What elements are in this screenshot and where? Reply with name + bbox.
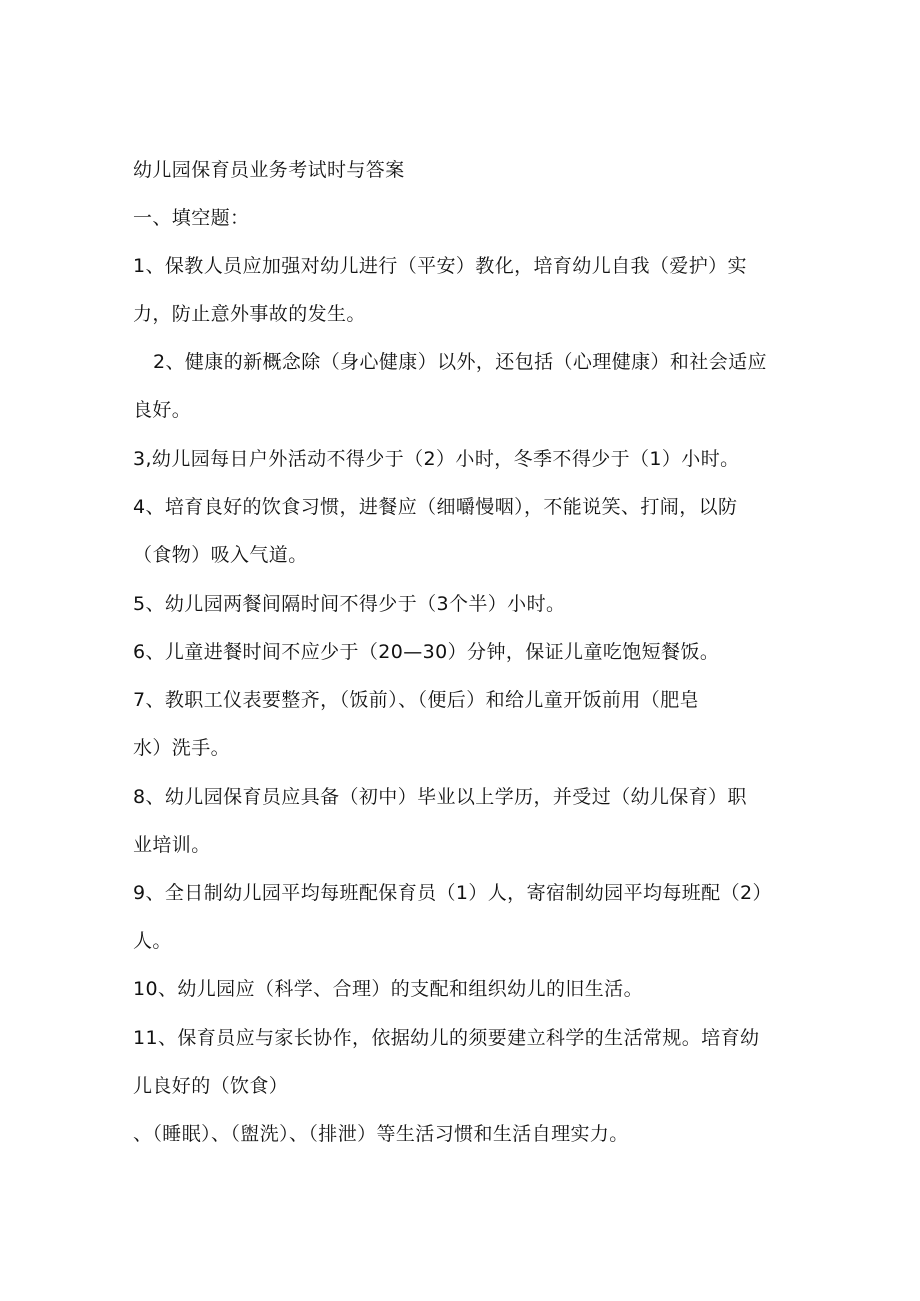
text-line: 儿良好的（饮食）: [133, 1075, 289, 1097]
text-line: 人。: [133, 930, 172, 952]
text-line: 1、保教人员应加强对幼儿进行（平安）教化，培育幼儿自我（爱护）实: [133, 255, 747, 277]
text-line: 8、幼儿园保育员应具备（初中）毕业以上学历，并受过（幼儿保育）职: [133, 786, 747, 808]
text-line: 11、保育员应与家长协作，依据幼儿的须要建立科学的生活常规。培育幼: [133, 1027, 760, 1049]
text-line: 10、幼儿园应（科学、合理）的支配和组织幼儿的旧生活。: [133, 978, 643, 1000]
text-line: 5、幼儿园两餐间隔时间不得少于（3个半）小时。: [133, 593, 566, 615]
text-line: （食物）吸入气道。: [133, 544, 308, 566]
text-line: 7、教职工仪表要整齐，（饭前）、（便后）和给儿童开饭前用（肥皂: [133, 689, 699, 711]
text-line: 水）洗手。: [133, 737, 231, 759]
document-title: 幼儿园保育员业务考试时与答案: [133, 159, 405, 181]
text-line: 4、培育良好的饮食习惯，进餐应（细嚼慢咽），不能说笑、打闹，以防: [133, 496, 738, 518]
text-line: 3,幼儿园每日户外活动不得少于（2）小时，冬季不得少于（1）小时。: [133, 448, 740, 470]
section-heading: 一、填空题：: [133, 207, 250, 229]
text-line: 良好。: [133, 399, 192, 421]
text-line: 2、健康的新概念除（身心健康）以外，还包括（心理健康）和社会适应: [153, 351, 767, 373]
text-line: 9、全日制幼儿园平均每班配保育员（1）人，寄宿制幼园平均每班配（2）: [133, 882, 772, 904]
text-line: 6、儿童进餐时间不应少于（20—30）分钟，保证儿童吃饱短餐饭。: [133, 641, 720, 663]
text-line: 业培训。: [133, 834, 211, 856]
text-line: 、（睡眠）、（盥洗）、（排泄）等生活习惯和生活自理实力。: [133, 1123, 629, 1145]
text-line: 力，防止意外事故的发生。: [133, 303, 366, 325]
